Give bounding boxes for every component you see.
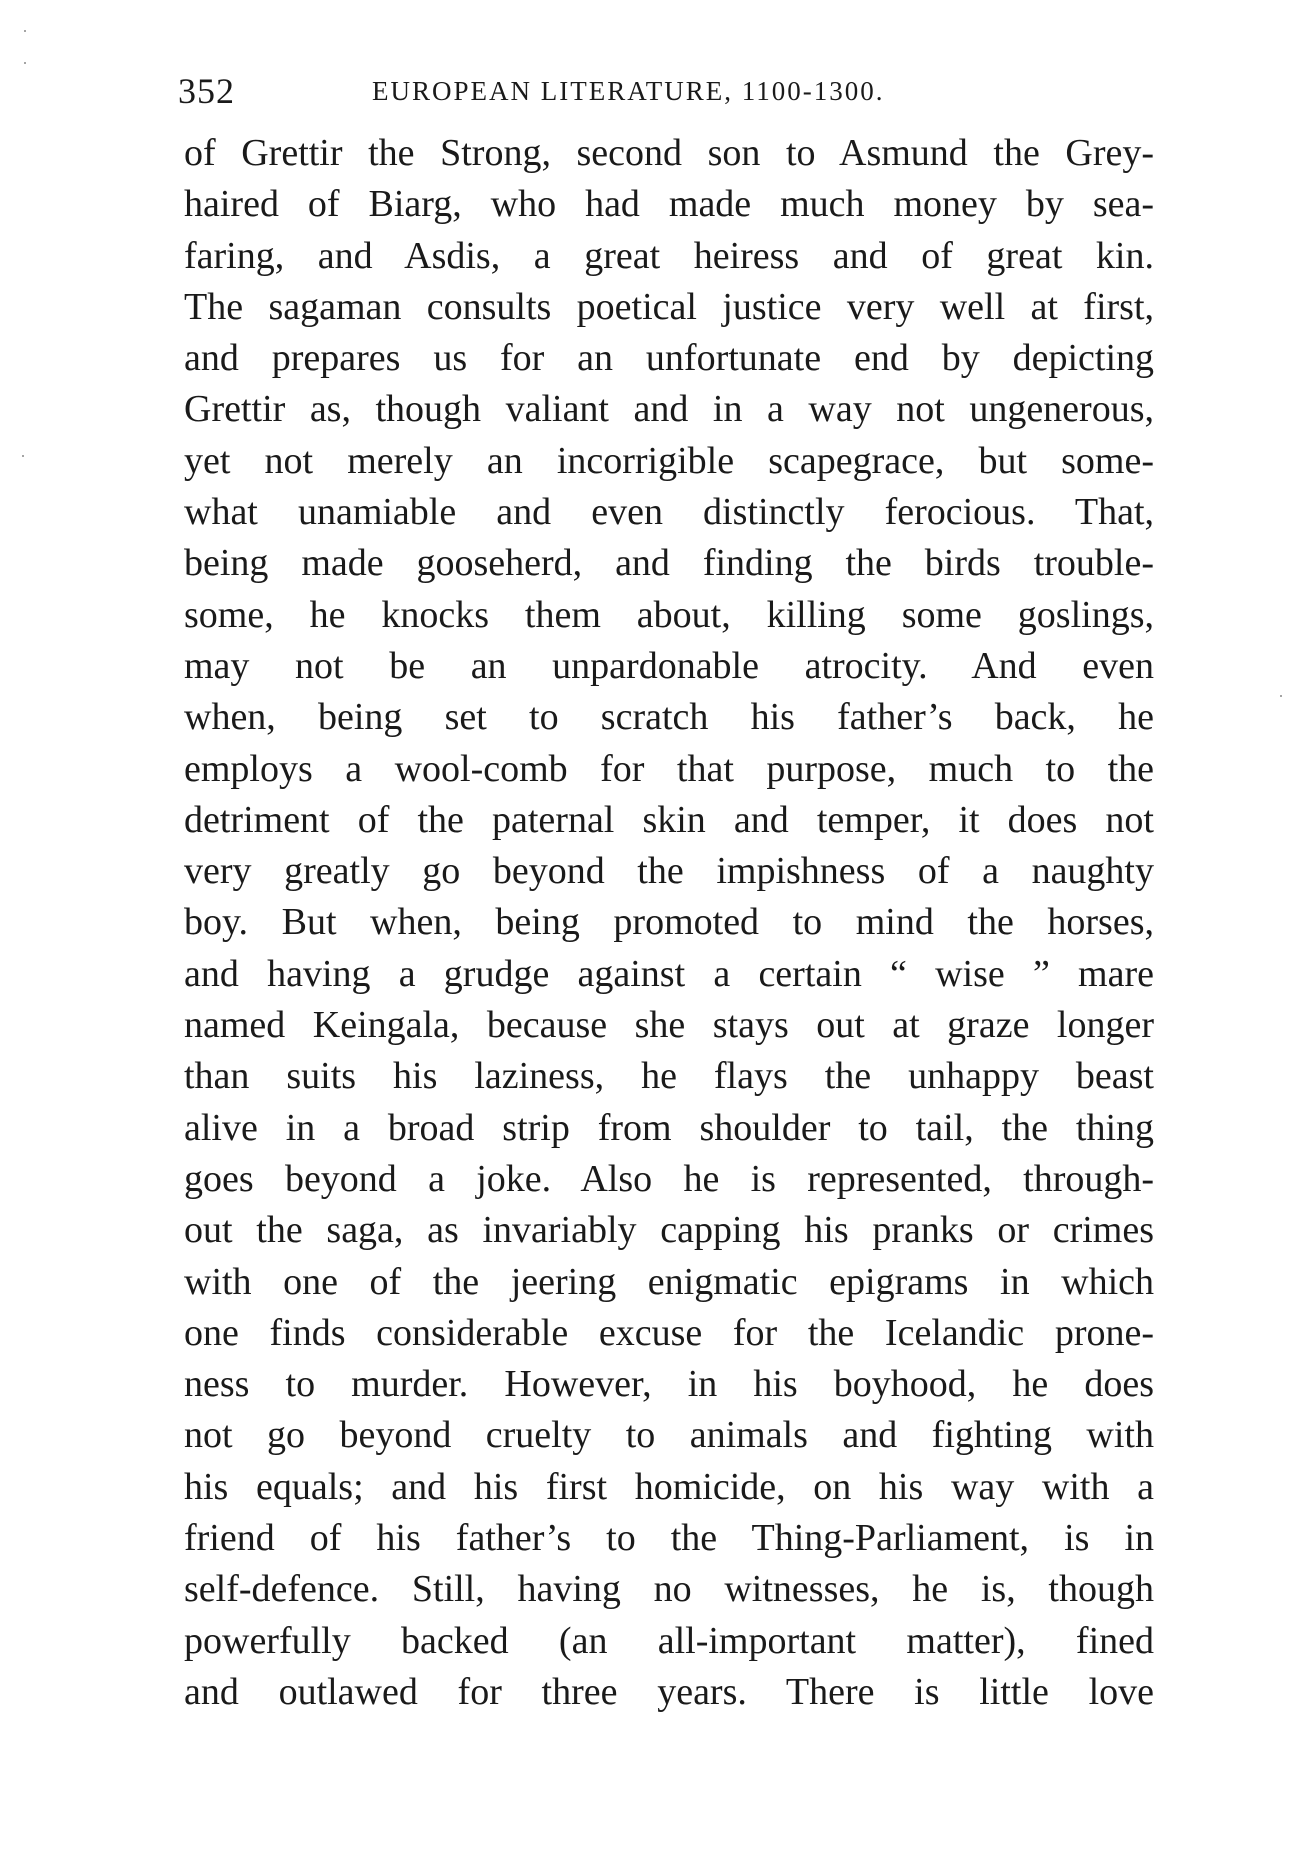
body-text [184, 128, 1154, 1718]
text-line: friend of his father’s to the Thing-Parliament, is in [184, 1517, 1154, 1560]
text-line: alive in a broad strip from shoulder to tail, the thing [184, 1106, 1154, 1149]
text-line: ness to murder. However, in his boyhood, he does [184, 1363, 1154, 1406]
paper-speck [1280, 695, 1282, 697]
text-line: out the saga, as invariably capping his pranks or crimes [184, 1209, 1154, 1252]
text-line: employs a wool-comb for that purpose, much to the [184, 747, 1154, 790]
text-line: not go beyond cruelty to animals and fighting with [184, 1414, 1154, 1457]
paper-speck [24, 30, 26, 32]
page-number: 352 [178, 71, 235, 111]
running-head [178, 70, 958, 110]
text-line: what unamiable and even distinctly ferocious. That, [184, 491, 1154, 534]
text-line: may not be an unpardonable atrocity. And even [184, 644, 1154, 687]
text-line: goes beyond a joke. Also he is represented, through- [184, 1157, 1154, 1200]
running-title: EUROPEAN LITERATURE, 1100-1300. [372, 76, 885, 106]
text-line: than suits his laziness, he flays the unhappy beast [184, 1055, 1154, 1098]
text-line: when, being set to scratch his father’s back, he [184, 696, 1154, 739]
paper-speck [24, 62, 26, 64]
text-line: boy. But when, being promoted to mind the horses, [184, 901, 1154, 944]
text-line: and outlawed for three years. There is little love [184, 1670, 1154, 1713]
text-line: some, he knocks them about, killing some goslings, [184, 593, 1154, 636]
paper-speck [22, 455, 24, 457]
text-line: and having a grudge against a certain “ wise ” mare [184, 952, 1154, 995]
text-line: of Grettir the Strong, second son to Asmund the Grey- [184, 132, 1154, 174]
text-line: Grettir as, though valiant and in a way not ungenerous, [184, 388, 1154, 431]
text-line: with one of the jeering enigmatic epigrams in which [184, 1260, 1154, 1303]
text-line: very greatly go beyond the impishness of a naughty [184, 850, 1154, 893]
text-line: yet not merely an incorrigible scapegrace, but some- [184, 439, 1154, 482]
text-line: one finds considerable excuse for the Icelandic prone- [184, 1311, 1154, 1354]
text-line: named Keingala, because she stays out at graze longer [184, 1004, 1154, 1047]
text-line: detriment of the paternal skin and temper, it does not [184, 798, 1154, 841]
text-line: his equals; and his first homicide, on his way with a [184, 1465, 1154, 1508]
text-line: powerfully backed (an all-important matter), fined [184, 1619, 1154, 1662]
text-line: haired of Biarg, who had made much money by sea- [184, 183, 1154, 226]
text-line: self-defence. Still, having no witnesses, he is, though [184, 1568, 1154, 1611]
text-line: The sagaman consults poetical justice very well at first, [184, 285, 1154, 328]
text-line: being made gooseherd, and finding the birds trouble- [184, 542, 1154, 585]
text-line: faring, and Asdis, a great heiress and of great kin. [184, 234, 1154, 277]
text-line: and prepares us for an unfortunate end by depicting [184, 337, 1154, 380]
